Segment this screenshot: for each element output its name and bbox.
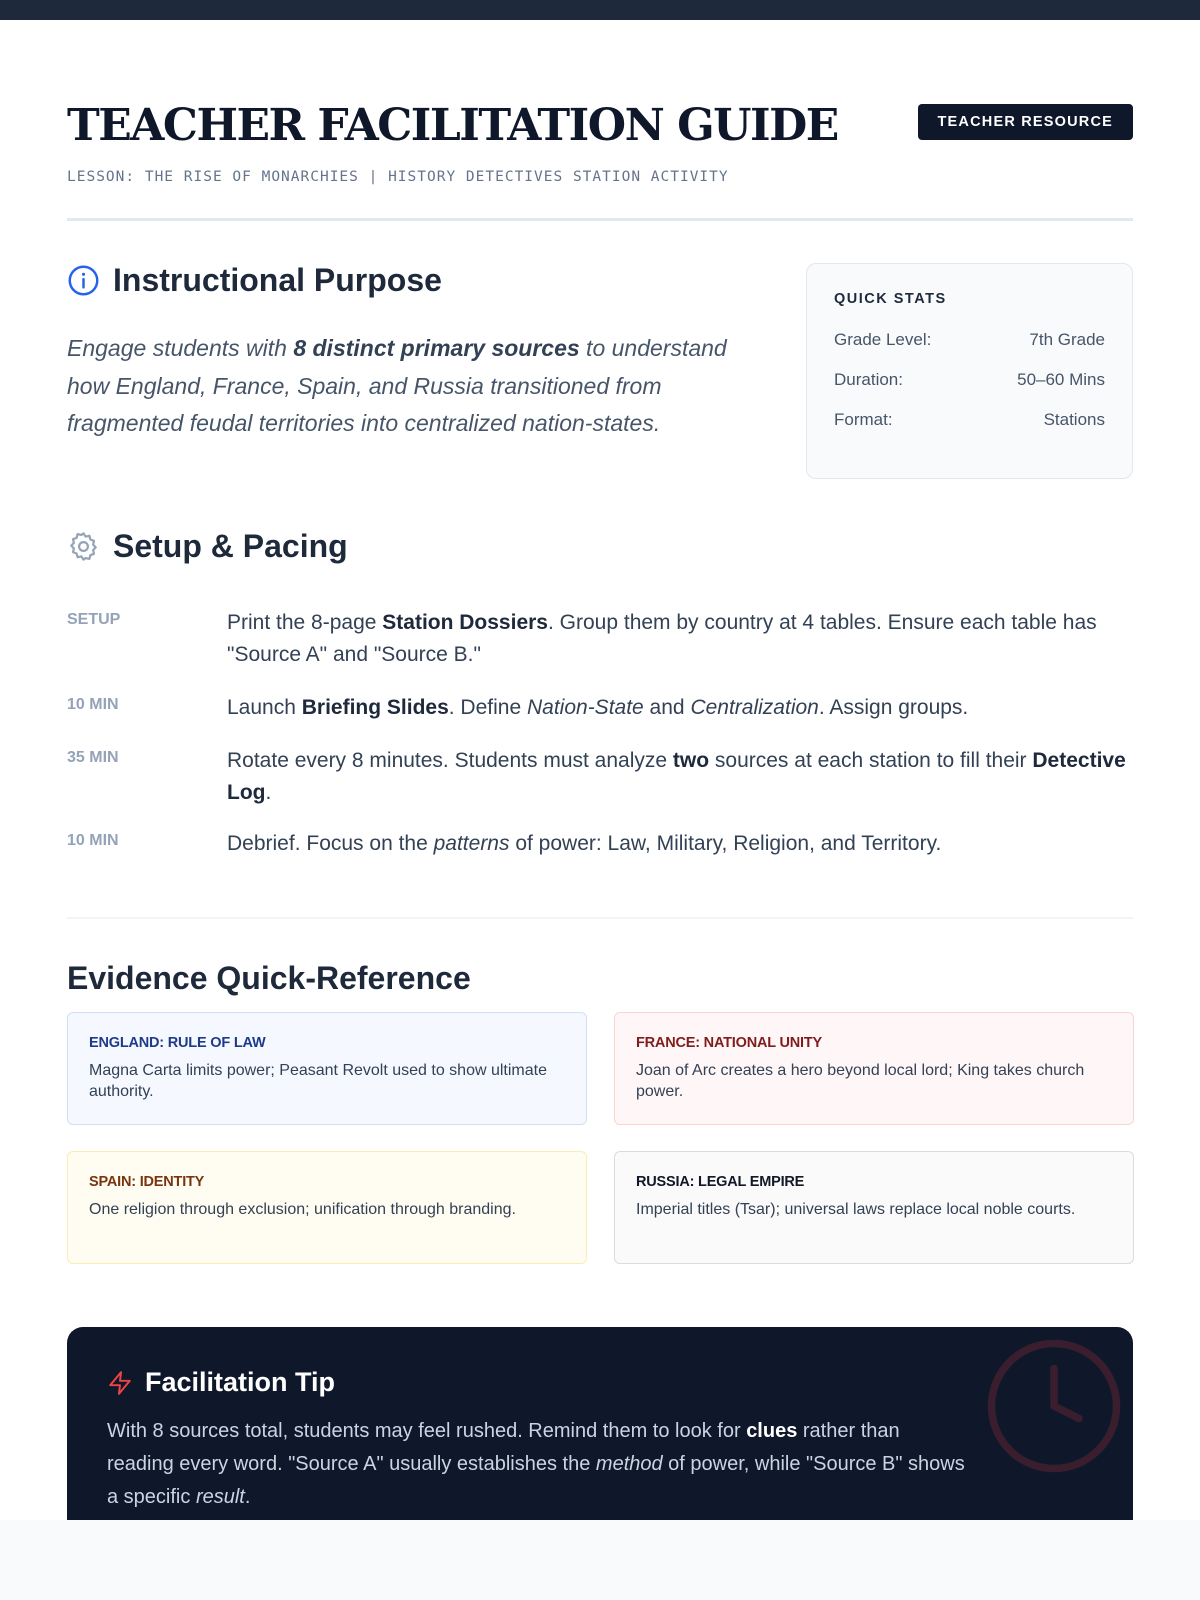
evidence-card-title: FRANCE: NATIONAL UNITY: [636, 1035, 822, 1051]
stat-value: Stations: [1043, 410, 1105, 429]
purpose-text: [67, 330, 767, 443]
stat-row-format: [834, 400, 1105, 440]
text-part: of power: Law, Military, Religion, and Territory.: [509, 832, 942, 855]
text-bold: two: [672, 749, 710, 772]
evidence-card-body: One religion through exclusion; unification through branding.: [89, 1201, 516, 1218]
evidence-card-france: [614, 1012, 1134, 1125]
lesson-subtitle: LESSON: THE RISE OF MONARCHIES | HISTORY DETECTIVES STATION ACTIVITY: [67, 169, 729, 185]
lightning-icon: [107, 1370, 133, 1396]
facilitation-tip-panel: [67, 1327, 1133, 1520]
purpose-title: Instructional Purpose: [113, 262, 442, 298]
pacing-step-label: 10 MIN: [67, 832, 119, 849]
purpose-text-bold: 8 distinct primary sources: [293, 335, 580, 361]
pacing-heading: [67, 528, 348, 565]
pacing-step-text: [227, 692, 1133, 724]
text-part: and: [643, 696, 691, 719]
page-title: TEACHER FACILITATION GUIDE: [67, 100, 838, 151]
quick-stats-title: QUICK STATS: [834, 291, 947, 307]
text-part: sources at each station to fill their: [709, 749, 1033, 772]
info-icon: [67, 264, 100, 297]
text-part: . Group them by country at 4 tables. Ensure each table has "Source A" and "Source B.": [227, 611, 1097, 666]
stat-label: Grade Level:: [834, 330, 932, 349]
quick-stats-panel: [806, 263, 1133, 479]
pacing-step-setup: [67, 607, 1133, 671]
tip-title: Facilitation Tip: [145, 1367, 336, 1397]
text-italic: method: [595, 1453, 663, 1475]
text-part: .: [265, 781, 272, 804]
stat-value: 50–60 Mins: [1017, 370, 1105, 389]
text-italic: Nation-State: [526, 696, 644, 719]
evidence-card-body: Imperial titles (Tsar); universal laws replace local noble courts.: [636, 1201, 1076, 1218]
pacing-step-text: [227, 607, 1133, 671]
text-italic: patterns: [433, 832, 510, 855]
stat-value: 7th Grade: [1029, 330, 1105, 349]
evidence-card-body: Magna Carta limits power; Peasant Revolt used to show ultimate authority.: [89, 1062, 547, 1100]
evidence-card-title: SPAIN: IDENTITY: [89, 1174, 205, 1190]
pacing-step-text: [227, 828, 1133, 860]
text-part: With 8 sources total, students may feel rushed. Remind them to look for: [107, 1420, 747, 1442]
text-bold: clues: [746, 1420, 798, 1442]
stat-label: Format:: [834, 410, 893, 429]
text-part: Rotate every 8 minutes. Students must analyze: [227, 749, 673, 772]
pacing-step-briefing: [67, 692, 1133, 724]
evidence-title: Evidence Quick-Reference: [67, 960, 471, 996]
text-bold: Detective Log: [227, 749, 1126, 804]
text-part: rather than reading every word. "Source A" usually establishes the: [107, 1420, 900, 1475]
pacing-step-text: [227, 745, 1133, 809]
purpose-text-part: Engage students with: [67, 335, 294, 361]
guide-page: [0, 20, 1200, 1520]
tip-text: [107, 1415, 967, 1514]
gear-icon: [67, 530, 100, 563]
text-part: . Assign groups.: [818, 696, 969, 719]
text-part: Launch: [227, 696, 302, 719]
pacing-step-label: 35 MIN: [67, 749, 119, 766]
text-part: . Define: [448, 696, 527, 719]
text-part: Debrief. Focus on the: [227, 832, 434, 855]
section-divider: [67, 917, 1133, 919]
evidence-card-title: ENGLAND: RULE OF LAW: [89, 1035, 266, 1051]
evidence-card-england: [67, 1012, 587, 1125]
page-header: [67, 100, 1133, 185]
pacing-step-rotate: [67, 745, 1133, 809]
text-bold: Station Dossiers: [382, 611, 548, 634]
stat-row-grade: [834, 320, 1105, 360]
text-italic: Centralization: [690, 696, 819, 719]
pacing-step-label: 10 MIN: [67, 696, 119, 713]
text-bold: Briefing Slides: [301, 696, 449, 719]
pacing-step-label: SETUP: [67, 611, 121, 628]
purpose-text-part: to understand how England, France, Spain, and Russia transitioned from fragmented feudal territories into centralized nation-states.: [67, 335, 727, 436]
tip-heading: [107, 1367, 335, 1398]
header-divider: [67, 218, 1133, 221]
pacing-step-debrief: [67, 828, 1133, 860]
stat-label: Duration:: [834, 370, 903, 389]
text-part: of power, while "Source B" shows a specific: [107, 1453, 965, 1508]
text-part: .: [244, 1486, 251, 1508]
purpose-heading: [67, 262, 442, 299]
evidence-card-title: RUSSIA: LEGAL EMPIRE: [636, 1174, 805, 1190]
clock-icon: [979, 1331, 1129, 1481]
pacing-title: Setup & Pacing: [113, 528, 348, 564]
top-bar: [0, 0, 1200, 20]
stat-row-duration: [834, 360, 1105, 400]
text-part: Print the 8-page: [227, 611, 383, 634]
evidence-card-spain: [67, 1151, 587, 1264]
evidence-card-body: Joan of Arc creates a hero beyond local lord; King takes church power.: [636, 1062, 1085, 1100]
teacher-resource-badge: TEACHER RESOURCE: [918, 104, 1134, 140]
text-italic: result: [195, 1486, 245, 1508]
evidence-card-russia: [614, 1151, 1134, 1264]
